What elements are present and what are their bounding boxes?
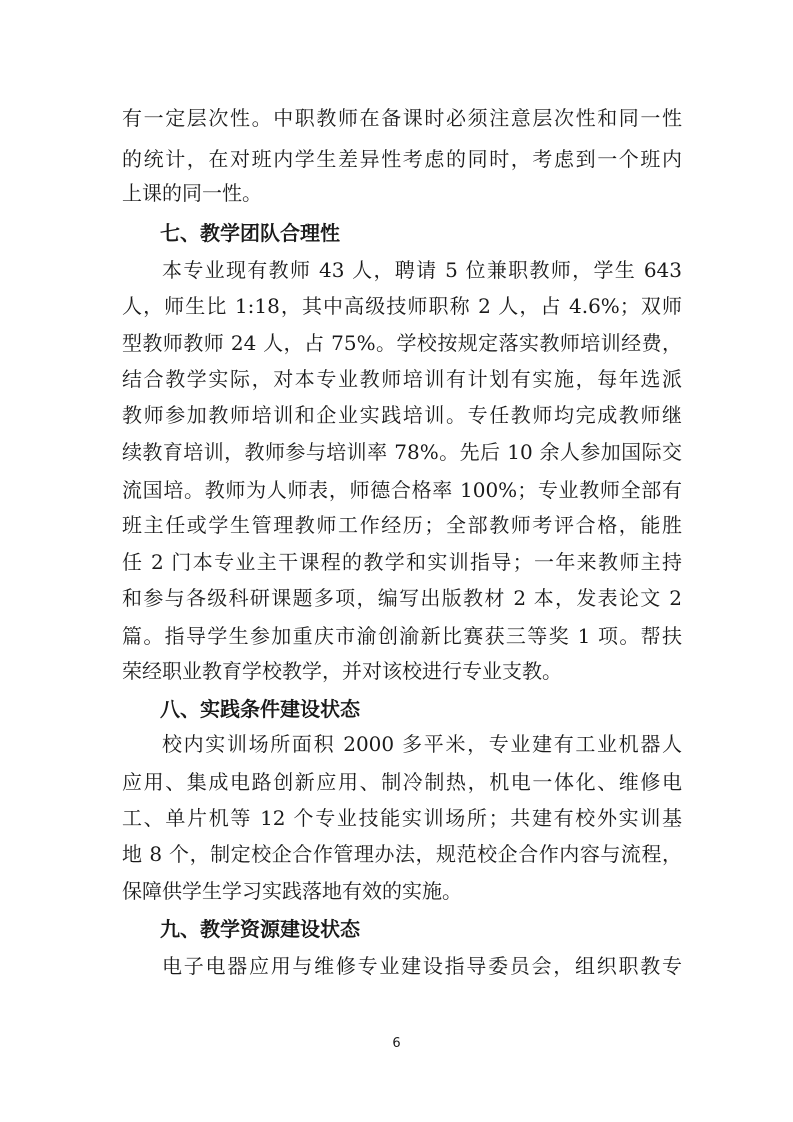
paragraph-line: 地 8 个，制定校企合作管理办法，规范校企合作内容与流程， <box>122 842 682 866</box>
paragraph-line: 型教师教师 24 人，占 75%。学校按规定落实教师培训经费， <box>122 331 682 355</box>
page-number: 6 <box>392 1036 401 1051</box>
paragraph-line: 人，师生比 1:18，其中高级技师职称 2 人，占 4.6%；双师 <box>122 294 682 318</box>
paragraph-line: 班主任或学生管理教师工作经历；全部教师考评合格，能胜 <box>122 513 682 537</box>
section-heading-7: 七、教学团队合理性 <box>160 221 340 245</box>
paragraph-line: 上课的同一性。 <box>122 181 262 205</box>
paragraph-line: 有一定层次性。中职教师在备课时必须注意层次性和同一性 <box>122 106 682 130</box>
paragraph-line: 和参与各级科研课题多项，编写出版教材 2 本，发表论文 2 <box>122 586 682 610</box>
paragraph-line: 本专业现有教师 43 人，聘请 5 位兼职教师，学生 643 <box>162 258 682 282</box>
paragraph-line: 流国培。教师为人师表，师德合格率 100%；专业教师全部有 <box>122 478 682 502</box>
paragraph-line: 校内实训场所面积 2000 多平米，专业建有工业机器人 <box>162 732 682 756</box>
paragraph-line: 保障供学生学习实践落地有效的实施。 <box>122 879 462 903</box>
paragraph-line: 电子电器应用与维修专业建设指导委员会，组织职教专 <box>162 954 682 978</box>
paragraph-line: 工、单片机等 12 个专业技能实训场所；共建有校外实训基 <box>122 806 682 830</box>
paragraph-line: 教师参加教师培训和企业实践培训。专任教师均完成教师继 <box>122 403 682 427</box>
paragraph-line: 续教育培训，教师参与培训率 78%。先后 10 余人参加国际交 <box>122 440 682 464</box>
paragraph-line: 任 2 门本专业主干课程的教学和实训指导；一年来教师主持 <box>122 550 682 574</box>
paragraph-line: 结合教学实际，对本专业教师培训有计划有实施，每年选派 <box>122 367 682 391</box>
paragraph-line: 荣经职业教育学校教学，并对该校进行专业支教。 <box>122 659 562 683</box>
section-heading-9: 九、教学资源建设状态 <box>160 917 360 941</box>
section-heading-8: 八、实践条件建设状态 <box>160 697 360 721</box>
paragraph-line: 的统计，在对班内学生差异性考虑的同时，考虑到一个班内 <box>122 147 682 171</box>
paragraph-line: 应用、集成电路创新应用、制冷制热，机电一体化、维修电 <box>122 770 682 794</box>
paragraph-line: 篇。指导学生参加重庆市渝创渝新比赛获三等奖 1 项。帮扶 <box>122 624 682 648</box>
